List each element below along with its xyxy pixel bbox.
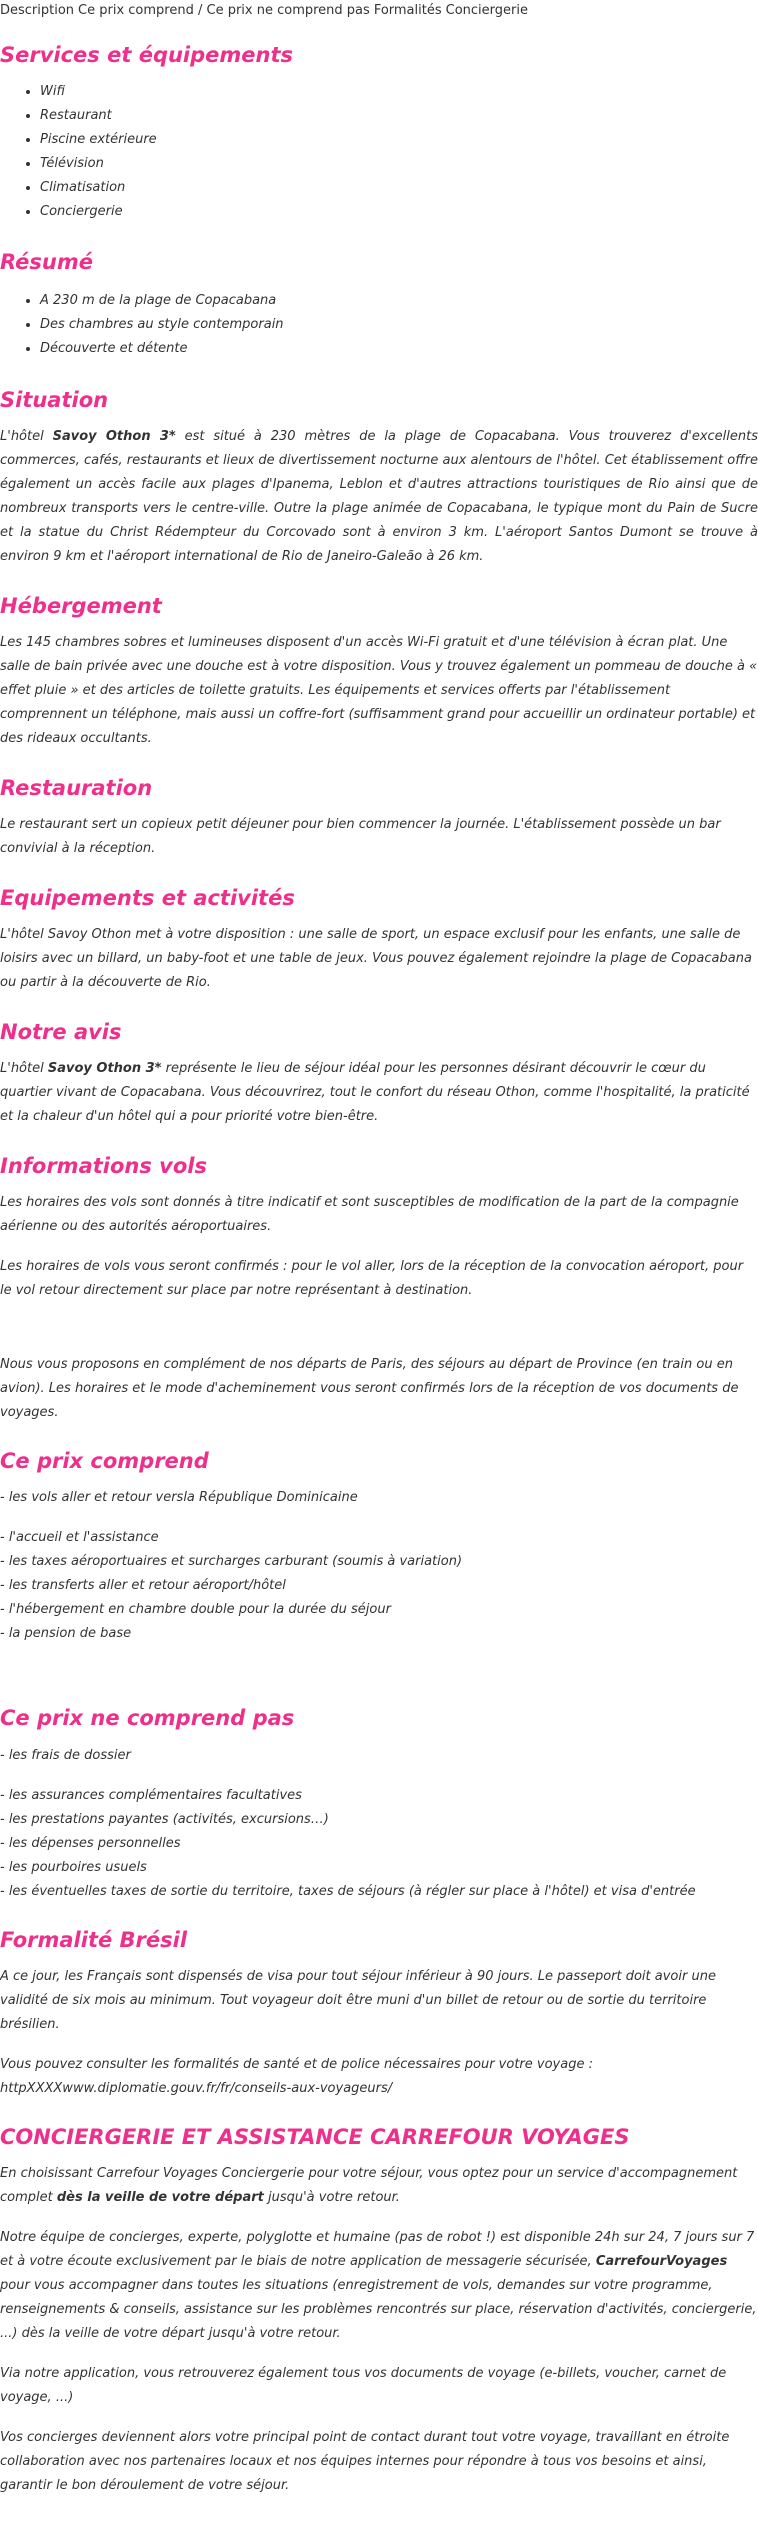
list-item: • Découverte et détente [40, 337, 758, 361]
situation-pre: L'hôtel [0, 429, 53, 444]
restauration-text: Le restaurant sert un copieux petit déjeuner pour bien commencer la journée. L'établissement possède un bar convivial à la réception. [0, 817, 721, 856]
list-item: • Climatisation [40, 176, 758, 200]
comprend-title: Ce prix comprend [0, 1449, 209, 1473]
tab-description[interactable]: Description [0, 3, 75, 18]
conciergerie-brand: CarrefourVoyages [595, 2254, 728, 2269]
formalite-text-2 [0, 2053, 758, 2101]
vols-text-2: Les horaires de vols vous seront confirmés : pour le vol aller, lors de la réception de la convocation aéroport, pour le vol retour directement sur place par notre représentant à destination. [0, 1259, 744, 1298]
conciergerie-text-2 [0, 2226, 758, 2346]
tab-bar [0, 0, 758, 21]
equipements-text: L'hôtel Savoy Othon met à votre disposition : une salle de sport, un espace exclusif pour les enfants, une salle de loisirs avec un billard, un baby-foot et une table de jeux. Vous pouvez également rejoindre la plage de Copacabana ou partir à la découverte de Rio. [0, 927, 752, 990]
necomprend-title: Ce prix ne comprend pas [0, 1706, 295, 1730]
conciergerie-p1b: dès la veille de votre départ [56, 2190, 264, 2205]
list-item: - la pension de base [0, 1626, 132, 1641]
list-item: - les pourboires usuels [0, 1860, 147, 1875]
vols-text-3: Nous vous proposons en complément de nos départs de Paris, des séjours au départ de Province (en train ou en avion). Les horaires et le mode d'acheminement vous seront confirmés lors de la réception de vos documents de voyages. [0, 1357, 739, 1420]
formalite-link[interactable]: httpXXXXwww.diplomatie.gouv.fr/fr/conseils-aux-voyageurs/ [0, 2081, 393, 2096]
list-item: - les taxes aéroportuaires et surcharges carburant (soumis à variation) [0, 1554, 463, 1569]
list-item: • Des chambres au style contemporain [40, 313, 758, 337]
list-item: - les dépenses personnelles [0, 1836, 181, 1851]
hotel-name: Savoy Othon 3* [47, 1061, 162, 1076]
hotel-name: Savoy Othon 3* [52, 429, 176, 444]
necomprend-list [0, 1784, 758, 1904]
resume-list [0, 289, 758, 361]
list-item: • Télévision [40, 152, 758, 176]
list-item: • Restaurant [40, 104, 758, 128]
conciergerie-p2c: pour vous accompagner dans toutes les situations (enregistrement de vols, demandes sur votre programme, renseignements & conseils, assistance sur les problèmes rencontrés sur place, réservation d'activités, conciergerie, ...) dès la veille de votre départ jusqu'à votre retour. [0, 2278, 757, 2341]
list-item: • A 230 m de la plage de Copacabana [40, 289, 758, 313]
list-item: - les transferts aller et retour aéroport/hôtel [0, 1578, 286, 1593]
conciergerie-p1a: En choisissant Carrefour Voyages Conciergerie pour votre séjour, vous optez pour un service d'accompagnement complet [0, 2166, 738, 2205]
conciergerie-p1c: jusqu'à votre retour. [263, 2190, 400, 2205]
vols-title: Informations vols [0, 1154, 207, 1178]
situation-text [0, 425, 758, 569]
situation-body: est situé à 230 mètres de la plage de Copacabana. Vous trouverez d'excellents commerces, cafés, restaurants et lieux de divertissement nocturne aux alentours de l'hôtel. Cet établissement offre également un accès facile aux plages d'Ipanema, Leblon et d'autres attractions touristiques de Rio ainsi que de nombreux transports vers le centre-ville. Outre la plage animée de Copacabana, le typique mont du Pain de Sucre et la statue du Christ Rédempteur du Corcovado sont à environ 3 km. L'aéroport Santos Dumont se trouve à environ 9 km et l'aéroport international de Rio de Janeiro-Galeão à 26 km. [0, 429, 758, 564]
list-item: - l'hébergement en chambre double pour la durée du séjour [0, 1602, 391, 1617]
formalite-title: Formalité Brésil [0, 1928, 188, 1952]
list-item: - les prestations payantes (activités, excursions…) [0, 1812, 329, 1827]
avis-pre: L'hôtel [0, 1061, 48, 1076]
necomprend-first: - les frais de dossier [0, 1748, 131, 1763]
comprend-first: - les vols aller et retour versla République Dominicaine [0, 1490, 358, 1505]
formalite-intro: Vous pouvez consulter les formalités de santé et de police nécessaires pour votre voyage : [0, 2057, 593, 2072]
list-item: - les assurances complémentaires facultatives [0, 1788, 302, 1803]
resume-title: Résumé [0, 250, 93, 274]
list-item: • Piscine extérieure [40, 128, 758, 152]
avis-text [0, 1057, 758, 1129]
situation-title: Situation [0, 388, 109, 412]
list-item: - l'accueil et l'assistance [0, 1530, 159, 1545]
hebergement-title: Hébergement [0, 594, 162, 618]
restauration-title: Restauration [0, 776, 153, 800]
avis-body: représente le lieu de séjour idéal pour les personnes désirant découvrir le cœur du quartier vivant de Copacabana. Vous découvrirez, tout le confort du réseau Othon, comme l'hospitalité, la praticité et la chaleur d'un hôtel qui a pour priorité votre bien-être. [0, 1061, 750, 1124]
formalite-text-1: A ce jour, les Français sont dispensés de visa pour tout séjour inférieur à 90 jours. Le passeport doit avoir une validité de six mois au minimum. Tout voyageur doit être muni d'un billet de retour ou de sortie du territoire brésilien. [0, 1969, 716, 2032]
list-item: - les éventuelles taxes de sortie du territoire, taxes de séjours (à régler sur place à l'hôtel) et visa d'entrée [0, 1884, 696, 1899]
avis-title: Notre avis [0, 1020, 122, 1044]
comprend-list [0, 1526, 758, 1646]
list-item: • Conciergerie [40, 200, 758, 224]
services-title: Services et équipements [0, 43, 294, 67]
conciergerie-text-1 [0, 2162, 758, 2210]
tab-conciergerie[interactable]: Conciergerie [445, 3, 528, 18]
conciergerie-title: CONCIERGERIE ET ASSISTANCE CARREFOUR VOYAGES [0, 2125, 630, 2149]
tab-formalites[interactable]: Formalités [373, 3, 442, 18]
conciergerie-text-4: Vos concierges deviennent alors votre principal point de contact durant tout votre voyage, travaillant en étroite collaboration avec nos partenaires locaux et nos équipes internes pour répondre à tous vos besoins et ainsi, garantir le bon déroulement de votre séjour. [0, 2430, 730, 2493]
equipements-title: Equipements et activités [0, 886, 295, 910]
vols-text-1: Les horaires des vols sont donnés à titre indicatif et sont susceptibles de modification de la part de la compagnie aérienne ou des autorités aéroportuaires. [0, 1195, 739, 1234]
hebergement-text: Les 145 chambres sobres et lumineuses disposent d'un accès Wi-Fi gratuit et d'une télévision à écran plat. Une salle de bain privée avec une douche est à votre disposition. Vous y trouvez également un pommeau de douche à « effet pluie » et des articles de toilette gratuits. Les équipements et services offerts par l'établissement comprennent un téléphone, mais aussi un coffre-fort (suffisamment grand pour accueillir un ordinateur portable) et des rideaux occultants. [0, 635, 758, 746]
conciergerie-text-3: Via notre application, vous retrouverez également tous vos documents de voyage (e-billets, voucher, carnet de voyage, ...) [0, 2366, 727, 2405]
list-item: • Wifi [40, 80, 758, 104]
conciergerie-p2a: Notre équipe de concierges, experte, polyglotte et humaine (pas de robot !) est disponible 24h sur 24, 7 jours sur 7 et à votre écoute exclusivement par le biais de notre application de messagerie sécurisée, [0, 2230, 755, 2269]
tab-prix[interactable]: Ce prix comprend / Ce prix ne comprend pas [78, 3, 370, 18]
services-list [0, 80, 758, 224]
